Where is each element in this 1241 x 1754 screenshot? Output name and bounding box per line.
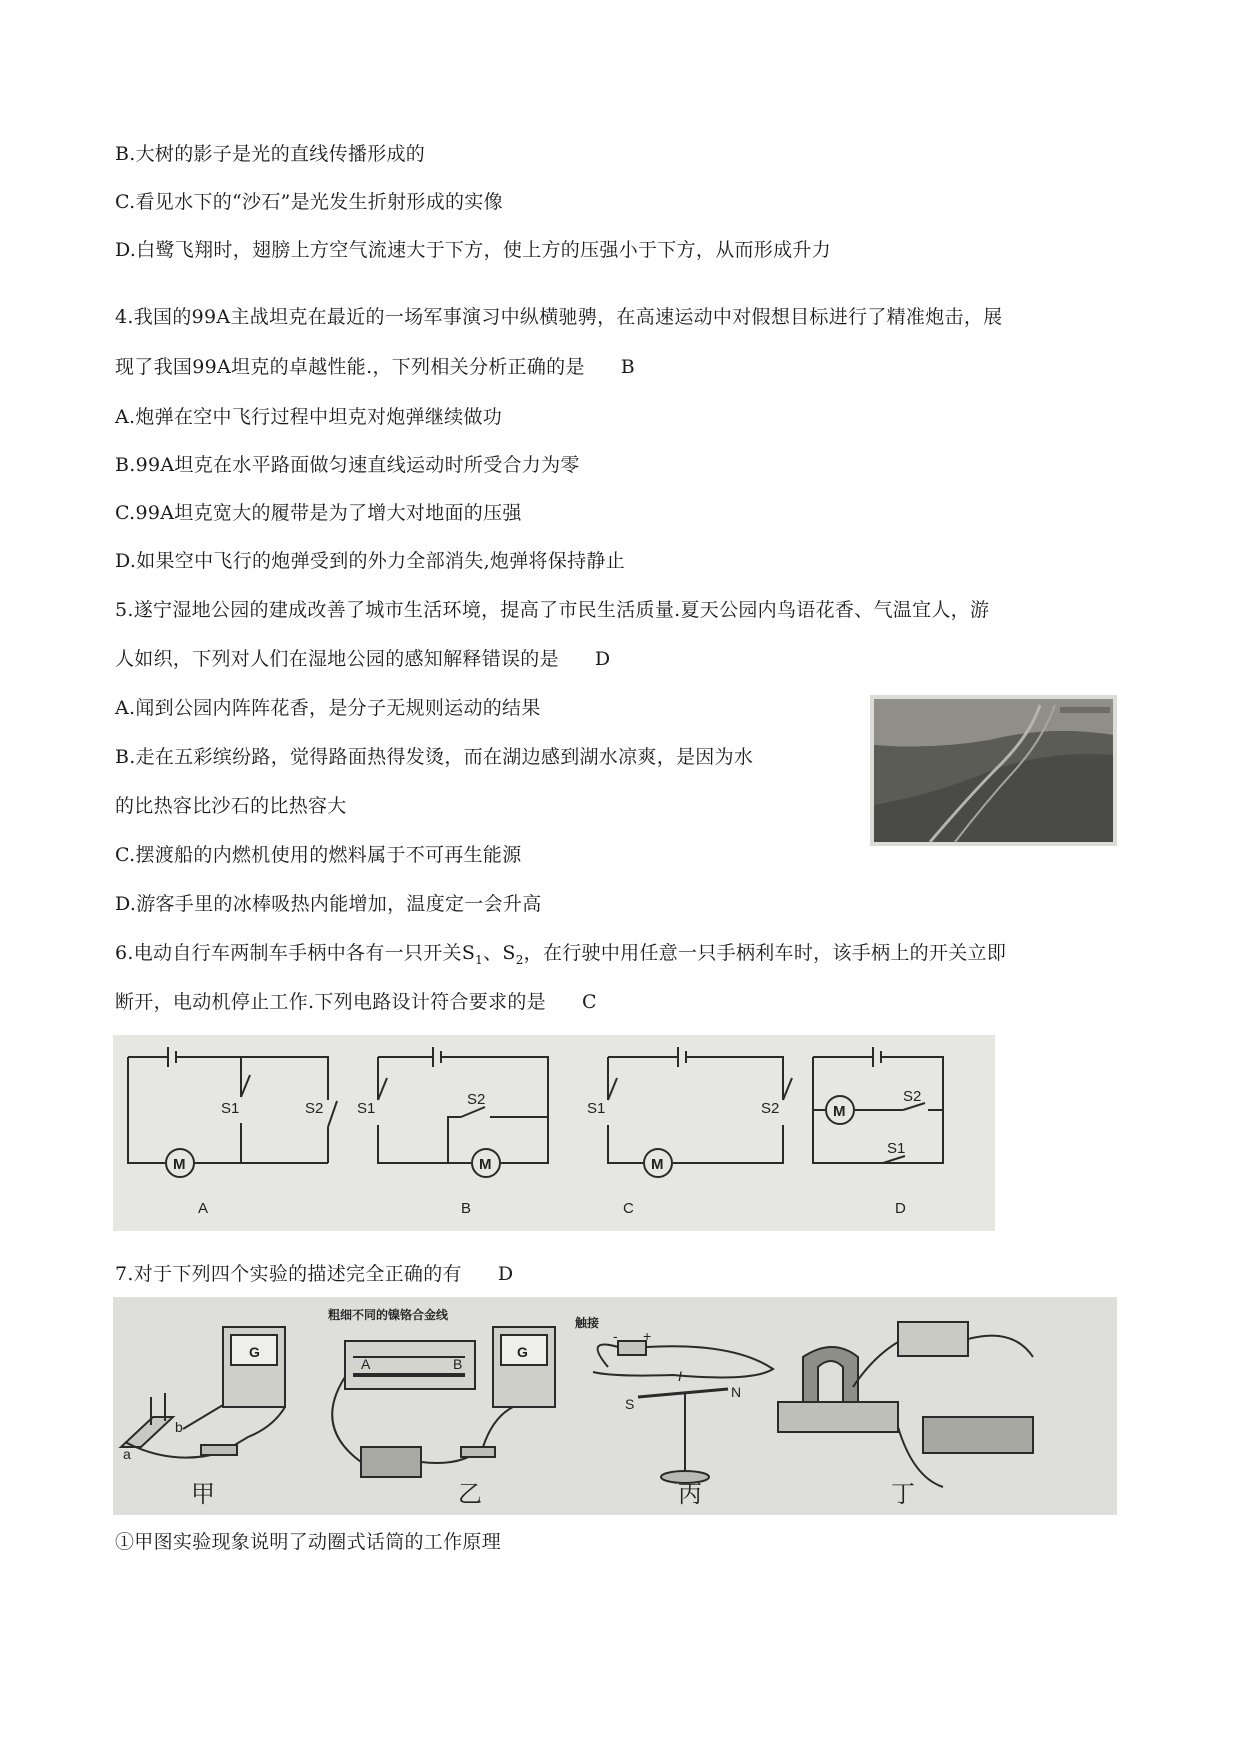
circuit-b-motor-label: M bbox=[479, 1156, 492, 1173]
yi-wire-a: A bbox=[361, 1356, 371, 1372]
bing-minus: - bbox=[613, 1328, 618, 1344]
circuit-c-s1-label: S1 bbox=[587, 1100, 606, 1117]
q4-answer: B bbox=[620, 356, 636, 378]
experiments-figure bbox=[113, 1297, 1117, 1515]
q3-option-b: B.大树的影子是光的直线传播形成的 bbox=[115, 143, 426, 165]
q4-stem-line2 bbox=[115, 353, 635, 381]
q5-option-c: C.摆渡船的内燃机使用的燃料属于不可再生能源 bbox=[115, 844, 522, 866]
q7-stem bbox=[115, 1260, 513, 1288]
caption-yi: 乙 bbox=[458, 1481, 482, 1508]
q7-answer: D bbox=[497, 1263, 514, 1285]
q6-text-part: 6.电动自行车两制车手柄中各有一只开关S bbox=[115, 942, 476, 964]
circuit-d-s1-label: S1 bbox=[887, 1140, 906, 1157]
q6-stem-line1 bbox=[115, 939, 1006, 974]
circuit-a-s2-label: S2 bbox=[305, 1100, 324, 1117]
jia-point-a: a bbox=[123, 1446, 131, 1462]
caption-jia: 甲 bbox=[191, 1481, 215, 1508]
q5-stem-line1: 5.遂宁湿地公园的建成改善了城市生活环境，提高了市民生活质量.夏天公园内鸟语花香、气温宜人，游 bbox=[115, 599, 990, 621]
circuit-b-s2-label: S2 bbox=[467, 1091, 486, 1108]
bing-plus: + bbox=[643, 1328, 652, 1344]
q6-sub-1: 1 bbox=[475, 952, 484, 967]
q5-option-b-line2: 的比热容比沙石的比热容大 bbox=[115, 795, 347, 817]
q6-text-part: 、S bbox=[483, 942, 516, 964]
q5-answer: D bbox=[594, 648, 611, 670]
q5-stem-line2 bbox=[115, 645, 610, 673]
circuit-b-s1-label: S1 bbox=[357, 1100, 376, 1117]
q6-stem-text: 断开，电动机停止工作.下列电路设计符合要求的是 bbox=[115, 991, 546, 1013]
circuit-c-s2-label: S2 bbox=[761, 1100, 780, 1117]
circuit-b-label: B bbox=[461, 1200, 472, 1217]
circuit-c-motor-label: M bbox=[651, 1156, 664, 1173]
q6-text-part: ，在行驶中用任意一只手柄利车时，该手柄上的开关立即 bbox=[523, 942, 1007, 964]
circuit-a-motor-label: M bbox=[173, 1156, 186, 1173]
q5-option-b-line1: B.走在五彩缤纷路，觉得路面热得发烫，而在湖边感到湖水凉爽，是因为水 bbox=[115, 746, 754, 768]
q4-option-d: D.如果空中飞行的炮弹受到的外力全部消失,炮弹将保持静止 bbox=[115, 550, 626, 572]
circuit-d-motor-label: M bbox=[833, 1103, 846, 1120]
bing-pole-n: N bbox=[731, 1384, 742, 1400]
q4-option-a: A.炮弹在空中飞行过程中坦克对炮弹继续做功 bbox=[115, 406, 503, 428]
q6-sub-2: 2 bbox=[515, 952, 524, 967]
yi-wire-b: B bbox=[453, 1356, 463, 1372]
circuit-a-label: A bbox=[198, 1200, 209, 1217]
wetland-park-photo bbox=[870, 695, 1117, 846]
jia-point-b: b bbox=[175, 1419, 183, 1435]
circuit-a-s1-label: S1 bbox=[221, 1100, 240, 1117]
q6-stem-line2 bbox=[115, 988, 597, 1016]
q3-option-c: C.看见水下的“沙石”是光发生折射形成的实像 bbox=[115, 191, 503, 213]
q5-option-a: A.闻到公园内阵阵花香，是分子无规则运动的结果 bbox=[115, 697, 541, 719]
q7-stem-text: 7.对于下列四个实验的描述完全正确的有 bbox=[115, 1263, 462, 1285]
yi-galvanometer-label: G bbox=[517, 1344, 528, 1360]
circuit-d-s2-label: S2 bbox=[903, 1088, 922, 1105]
q5-option-d: D.游客手里的冰棒吸热内能增加，温度定一会升高 bbox=[115, 893, 542, 915]
bing-current-i: I bbox=[678, 1368, 682, 1384]
q4-option-c: C.99A坦克宽大的履带是为了增大对地面的压强 bbox=[115, 502, 522, 524]
circuit-d-label: D bbox=[895, 1200, 906, 1217]
q6-answer: C bbox=[581, 991, 597, 1013]
q7-item-1: ①甲图实验现象说明了动圈式话筒的工作原理 bbox=[115, 1531, 502, 1553]
bing-contact-label: 触接 bbox=[575, 1316, 600, 1330]
q4-stem-line1: 4.我国的99A主战坦克在最近的一场军事演习中纵横驰骋，在高速运动中对假想目标进行了精准炮击，展 bbox=[115, 306, 1003, 328]
circuit-c-label: C bbox=[623, 1200, 634, 1217]
caption-bing: 丙 bbox=[678, 1481, 702, 1508]
q3-option-d: D.白鹭飞翔时，翅膀上方空气流速大于下方，使上方的压强小于下方，从而形成升力 bbox=[115, 239, 831, 261]
caption-ding: 丁 bbox=[891, 1481, 915, 1508]
yi-alloy-label: 粗细不同的镍铬合金线 bbox=[328, 1308, 449, 1322]
jia-galvanometer-label: G bbox=[249, 1344, 260, 1360]
bing-pole-s: S bbox=[625, 1396, 635, 1412]
q4-stem-text: 现了我国99A坦克的卓越性能.，下列相关分析正确的是 bbox=[115, 356, 585, 378]
q4-option-b: B.99A坦克在水平路面做匀速直线运动时所受合力为零 bbox=[115, 454, 580, 476]
q5-stem-text: 人如织，下列对人们在湿地公园的感知解释错误的是 bbox=[115, 648, 559, 670]
circuit-options-figure bbox=[113, 1035, 995, 1231]
